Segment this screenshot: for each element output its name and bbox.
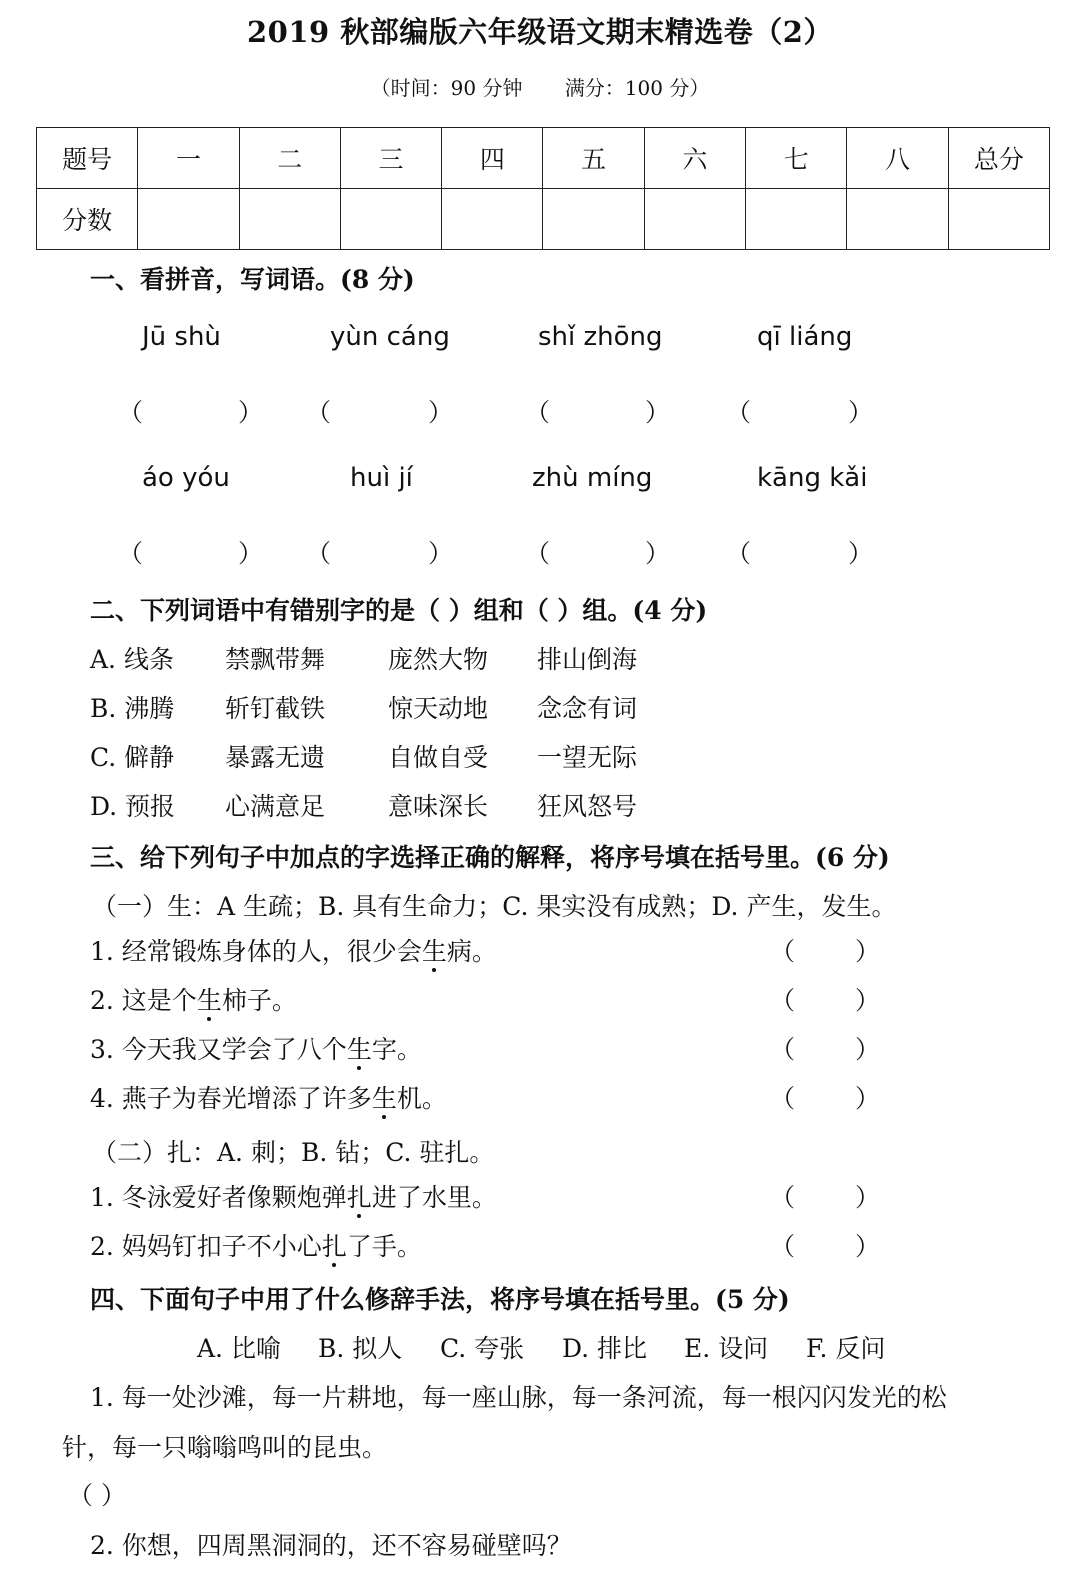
paren-open: （ <box>306 398 332 427</box>
exam-full-score: 满分：100 分） <box>564 76 710 100</box>
pinyin-item: zhù míng <box>532 463 653 493</box>
q2-word: 心满意足 <box>225 792 326 821</box>
q3-sentence: 2. 妈妈钉扣子不小心扎了手。 <box>90 1232 422 1261</box>
q3-sentence: 1. 经常锻炼身体的人，很少会生病。 <box>90 937 497 966</box>
score-table-header-cell: 四 <box>442 128 543 189</box>
score-cell[interactable] <box>644 189 745 250</box>
dotted-char: 扎 <box>346 1183 372 1212</box>
q4-option: C. 夸张 <box>440 1334 525 1363</box>
score-table-header-row <box>37 128 1050 189</box>
pinyin-item: shǐ zhōng <box>538 322 663 352</box>
paren-open: （ <box>770 1232 796 1261</box>
q4-answer-blank: （ ） <box>68 1481 126 1510</box>
q2-word: 斩钉截铁 <box>225 694 326 723</box>
score-table-header-cell: 八 <box>847 128 948 189</box>
score-table-score-row <box>37 189 1050 250</box>
score-table-header-cell: 三 <box>340 128 441 189</box>
q1-heading: 一、看拼音，写词语。(8 分) <box>90 265 415 294</box>
paren-open: （ <box>118 398 144 427</box>
q2-word: 排山倒海 <box>537 645 638 674</box>
q4-sentence-1-line-2: 针，每一只嗡嗡鸣叫的昆虫。 <box>62 1433 388 1462</box>
q2-word: 一望无际 <box>537 743 638 772</box>
q2-word: 庞然大物 <box>388 645 489 674</box>
q2-word: 惊天动地 <box>388 694 489 723</box>
score-table-header-cell: 总分 <box>948 128 1049 189</box>
paren-close: ） <box>855 937 881 966</box>
q2-heading: 二、下列词语中有错别字的是（ ）组和（ ）组。(4 分) <box>90 596 708 625</box>
dotted-char: 生 <box>196 986 222 1015</box>
dotted-char: 生 <box>371 1084 397 1113</box>
q4-heading: 四、下面句子中用了什么修辞手法，将序号填在括号里。(5 分) <box>90 1285 790 1314</box>
paren-open: （ <box>525 398 551 427</box>
q4-option: B. 拟人 <box>318 1334 403 1363</box>
score-table-header-cell: 六 <box>644 128 745 189</box>
q3-heading: 三、给下列句子中加点的字选择正确的解释，将序号填在括号里。(6 分) <box>90 843 890 872</box>
q2-word: 禁飘带舞 <box>225 645 326 674</box>
q2-word: 念念有词 <box>537 694 638 723</box>
q2-option-label: B. 沸腾 <box>90 694 175 723</box>
q2-option-label: A. 线条 <box>90 645 174 674</box>
paren-close: ） <box>855 1232 881 1261</box>
pinyin-item: kāng kǎi <box>757 463 868 493</box>
paren-close: ） <box>645 539 671 568</box>
q4-option: E. 设问 <box>684 1334 769 1363</box>
paren-open: （ <box>770 986 796 1015</box>
paren-open: （ <box>770 1084 796 1113</box>
paren-open: （ <box>525 539 551 568</box>
score-cell[interactable] <box>948 189 1049 250</box>
q2-option-label: D. 预报 <box>90 792 176 821</box>
paren-close: ） <box>238 398 264 427</box>
paren-open: （ <box>726 539 752 568</box>
score-table-header-cell: 五 <box>543 128 644 189</box>
score-cell[interactable] <box>239 189 340 250</box>
paren-open: （ <box>770 1035 796 1064</box>
score-cell[interactable] <box>543 189 644 250</box>
exam-time: （时间：90 分钟 <box>370 76 523 100</box>
paren-close: ） <box>428 539 454 568</box>
score-table-header-cell: 七 <box>746 128 847 189</box>
q3-sentence: 3. 今天我又学会了八个生字。 <box>90 1035 422 1064</box>
paren-close: ） <box>855 1084 881 1113</box>
pinyin-item: áo yóu <box>142 463 230 493</box>
score-table-header-cell: 一 <box>138 128 239 189</box>
dotted-char: 生 <box>421 937 447 966</box>
paren-open: （ <box>770 937 796 966</box>
score-cell[interactable] <box>138 189 239 250</box>
pinyin-item: Jū shù <box>142 322 221 352</box>
score-table <box>36 127 1050 250</box>
pinyin-item: yùn cáng <box>330 322 450 352</box>
q2-word: 意味深长 <box>388 792 489 821</box>
paren-close: ） <box>855 1035 881 1064</box>
paren-open: （ <box>306 539 332 568</box>
score-table-header-cell: 题号 <box>37 128 138 189</box>
q3-sentence: 4. 燕子为春光增添了许多生机。 <box>90 1084 447 1113</box>
pinyin-item: qī liáng <box>757 322 853 352</box>
paren-close: ） <box>855 986 881 1015</box>
score-cell[interactable] <box>847 189 948 250</box>
q4-option: F. 反问 <box>806 1334 886 1363</box>
paren-close: ） <box>848 539 874 568</box>
paren-open: （ <box>118 539 144 568</box>
q2-word: 狂风怒号 <box>537 792 638 821</box>
dotted-char: 生 <box>346 1035 372 1064</box>
score-cell[interactable] <box>746 189 847 250</box>
q4-option: D. 排比 <box>562 1334 648 1363</box>
exam-meta <box>0 72 1080 101</box>
paren-open: （ <box>726 398 752 427</box>
paren-close: ） <box>855 1183 881 1212</box>
score-row-label: 分数 <box>37 189 138 250</box>
q4-sentence-2: 2. 你想，四周黑洞洞的，还不容易碰壁吗？ <box>90 1531 572 1560</box>
paren-close: ） <box>428 398 454 427</box>
score-cell[interactable] <box>340 189 441 250</box>
page-title: 2019 秋部编版六年级语文期末精选卷（2） <box>247 15 833 49</box>
q2-word: 暴露无遗 <box>225 743 326 772</box>
q4-sentence-1-line-1: 1. 每一处沙滩，每一片耕地，每一座山脉，每一条河流，每一根闪闪发光的松 <box>90 1383 947 1412</box>
q3-part2-intro: （二）扎：A. 刺；B. 钻；C. 驻扎。 <box>92 1138 495 1167</box>
score-cell[interactable] <box>442 189 543 250</box>
q2-option-label: C. 僻静 <box>90 743 175 772</box>
q4-option: A. 比喻 <box>197 1334 281 1363</box>
q2-word: 自做自受 <box>388 743 489 772</box>
paren-close: ） <box>645 398 671 427</box>
paren-open: （ <box>770 1183 796 1212</box>
dotted-char: 扎 <box>321 1232 347 1261</box>
q3-sentence: 2. 这是个生柿子。 <box>90 986 297 1015</box>
paren-close: ） <box>238 539 264 568</box>
pinyin-item: huì jí <box>350 463 413 493</box>
q3-part1-intro: （一）生：A 生疏；B. 具有生命力；C. 果实没有成熟；D. 产生，发生。 <box>92 892 897 921</box>
score-table-header-cell: 二 <box>239 128 340 189</box>
q3-sentence: 1. 冬泳爱好者像颗炮弹扎进了水里。 <box>90 1183 497 1212</box>
paren-close: ） <box>848 398 874 427</box>
